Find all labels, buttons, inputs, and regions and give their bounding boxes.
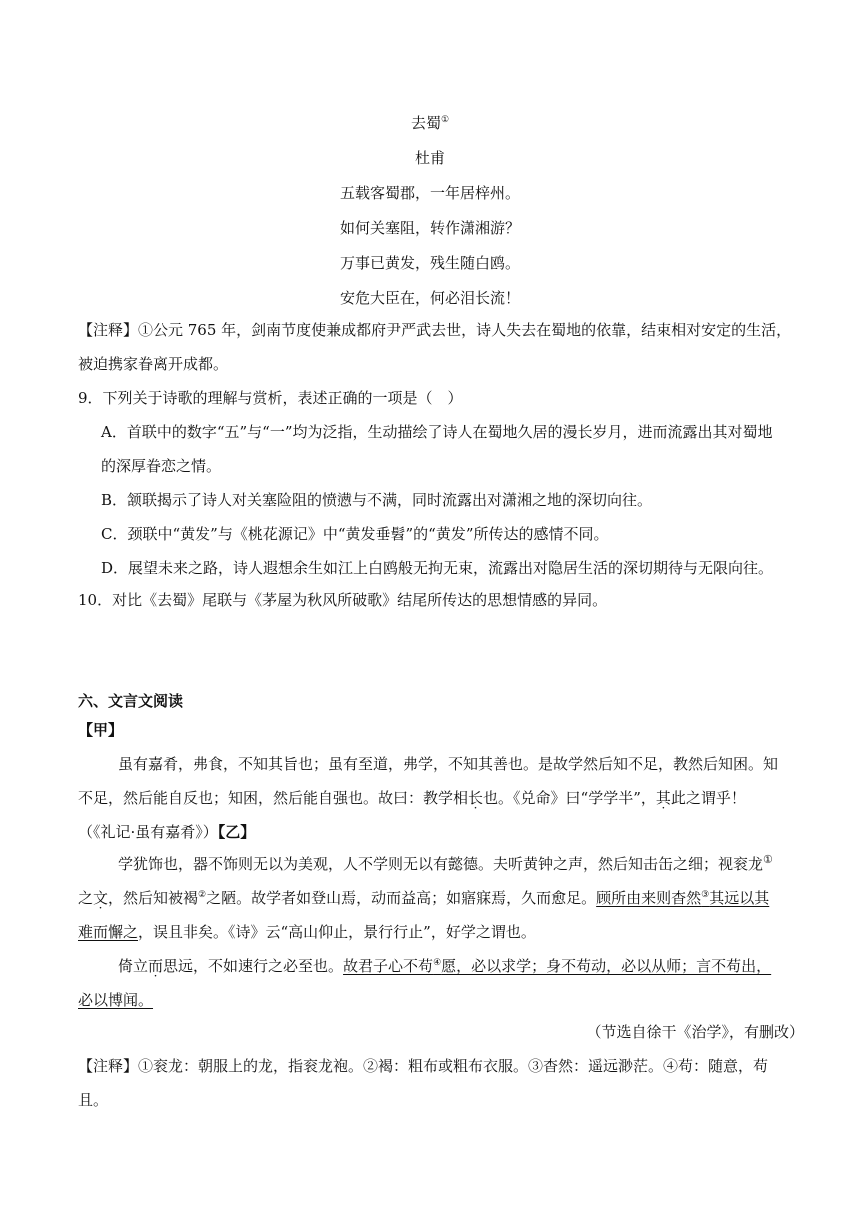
question-9-option-d: D．展望未来之路，诗人遐想余生如江上白鸥般无拘无束，流露出对隐居生活的深切期待与无限向往。 [101,559,774,577]
yi-text: 学犹饰也，器不饰则无以为美观，人不学则无以有懿德。夫听黄钟之声，然后知击缶之细；视衮龙 [118,855,764,873]
dotted-char: 其 [655,789,671,807]
underlined-sentence: 难而懈之 [78,923,139,941]
dotted-char: 长 [468,789,484,807]
yi-line-5 [78,989,153,1011]
poem-note-line-1: 【注释】①公元 765 年，剑南节度使兼成都府尹严武去世，诗人失去在蜀地的依靠，结束相对安定的生活， [78,321,792,339]
yi-label: 【乙】 [217,823,256,841]
jia-line-2 [78,787,746,809]
jia-text: 也。《兑命》曰“学学半”， [483,789,656,807]
poem-line-1: 五载客蜀郡，一年居梓州。 [339,184,520,202]
question-9-stem: 9．下列关于诗歌的理解与赏析，表述正确的一项是（ ） [78,389,463,407]
poem-line-2: 如何关塞阻，转作潇湘游？ [339,219,520,237]
poem-note-line-2: 被迫携家眷离开成都。 [78,355,229,373]
yi-note-line-1: 【注释】①衮龙：朝服上的龙，指衮龙袍。②褐：粗布或粗布衣服。③杳然：遥远渺茫。④苟：随意，苟 [78,1057,769,1075]
underlined-sentence: 必以博闻。 [78,991,154,1009]
yi-text: 之陋。故学者如登山焉，动而益高；如寤寐焉，久而愈足。 [206,889,597,907]
dotted-char: 而 [148,957,164,975]
jia-label: 【甲】 [78,721,124,739]
jia-line-1: 虽有嘉肴，弗食，不知其旨也；虽有至道，弗学，不知其善也。是故学然后知不足，教然后知困。知 [118,755,779,773]
yi-text: 思远，不如速行之必至也。 [163,957,344,975]
yi-line-4 [118,955,771,977]
yi-note-line-2: 且。 [78,1091,109,1109]
footnote-mark: ① [440,115,450,125]
question-9-option-a: A．首联中的数字“五”与“一”均为泛指，生动描绘了诗人在蜀地久居的漫长岁月，进而流露出其对蜀地 [101,423,773,441]
poem-line-3: 万事已黄发，残生随白鸥。 [339,254,520,272]
yi-text: 愿，必以求学；身不苟动，必以从师；言不苟出， [441,957,772,975]
yi-text: ，误且非矣。《诗》云“高山仰止，景行行止”，好学之谓也。 [138,923,536,941]
footnote-mark: ② [198,890,207,900]
question-9-option-a-cont: 的深厚眷恋之情。 [101,457,222,475]
poem-title [0,112,860,134]
footnote-mark: ④ [433,958,442,968]
yi-text: 其远以其 [709,889,770,907]
footnote-mark: ③ [701,890,710,900]
underlined-sentence [596,889,769,907]
dotted-char: 文 [93,889,109,907]
question-10-stem: 10．对比《去蜀》尾联与《茅屋为秋风所破歌》结尾所传达的思想情感的异同。 [78,591,608,609]
question-9-option-b: B．颔联揭示了诗人对关塞险阻的愤懑与不满，同时流露出对潇湘之地的深切向往。 [101,491,653,509]
jia-source: （《礼记·虽有嘉肴》） [78,823,218,841]
jia-source-line [78,821,255,843]
yi-source: （节选自徐干《治学》，有删改） [586,1023,804,1041]
jia-text: 不足，然后能自反也；知困，然后能自强也。故曰：教学相 [78,789,469,807]
yi-text: 倚立 [118,957,149,975]
poem-author: 杜甫 [414,149,445,167]
yi-line-1 [118,853,773,875]
underlined-sentence [343,957,771,975]
yi-text: 顾所由来则杳然 [596,889,702,907]
section-title: 六、文言文阅读 [78,692,184,710]
yi-line-2 [78,887,769,909]
footnote-mark: ① [763,853,773,866]
yi-line-3 [78,921,536,943]
jia-text: 此之谓乎！ [670,789,746,807]
poem-title-text: 去蜀 [410,114,441,132]
poem-line-4: 安危大臣在，何必泪长流！ [339,289,520,307]
yi-text: 之 [78,889,94,907]
yi-text: 故君子心不苟 [343,957,434,975]
question-9-option-c: C．颈联中“黄发”与《桃花源记》中“黄发垂髫”的“黄发”所传达的感情不同。 [101,525,609,543]
yi-text: ，然后知被褐 [108,889,199,907]
